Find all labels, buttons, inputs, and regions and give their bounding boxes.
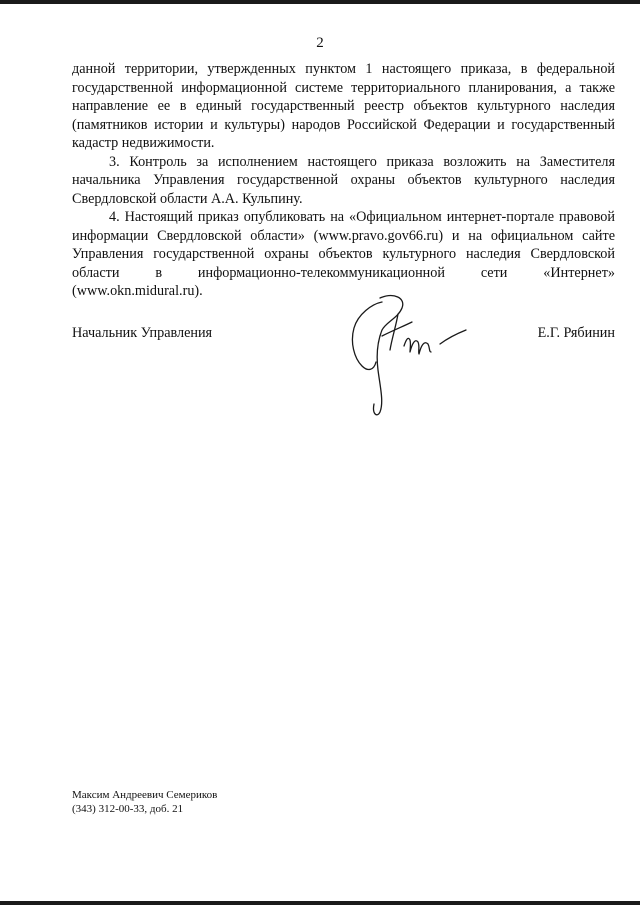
- paragraph-item-3: 3. Контроль за исполнением настоящего приказа возложить на Заместителя начальника Управления государственной охраны объектов культурного наследия Свердловской области А.А. Кульпину.: [72, 153, 615, 207]
- handwritten-signature: [342, 290, 472, 420]
- paragraph-continuation: данной территории, утвержденных пунктом 1 настоящего приказа, в федеральной государственной информационной системе территориального планирования, а также направление ее в единый государственный реестр объектов культурного наследия (памятников истории и культуры) народов Российской Федерации и государственный кадастр недвижимости.: [72, 61, 615, 151]
- scan-bottom-edge: [0, 901, 640, 905]
- signatory-name: Е.Г. Рябинин: [537, 325, 615, 341]
- page-number: 2: [316, 35, 324, 51]
- paragraph-item-4: 4. Настоящий приказ опубликовать на «Официальном интернет-портале правовой информации Свердловской области» (www.pravo.gov66.ru) и на официальном сайте Управления государственной охраны объектов культурного наследия Свердловской области в информационно-телекоммуникационной сети «Интернет» (www.okn.midural.ru).: [72, 209, 615, 299]
- signatory-position: Начальник Управления: [72, 325, 213, 341]
- executor-name: Максим Андреевич Семериков: [72, 789, 218, 801]
- executor-phone: (343) 312-00-33, доб. 21: [72, 803, 184, 815]
- document-body: [72, 60, 615, 301]
- scan-top-edge: [0, 0, 640, 4]
- executor-contact: [72, 788, 217, 816]
